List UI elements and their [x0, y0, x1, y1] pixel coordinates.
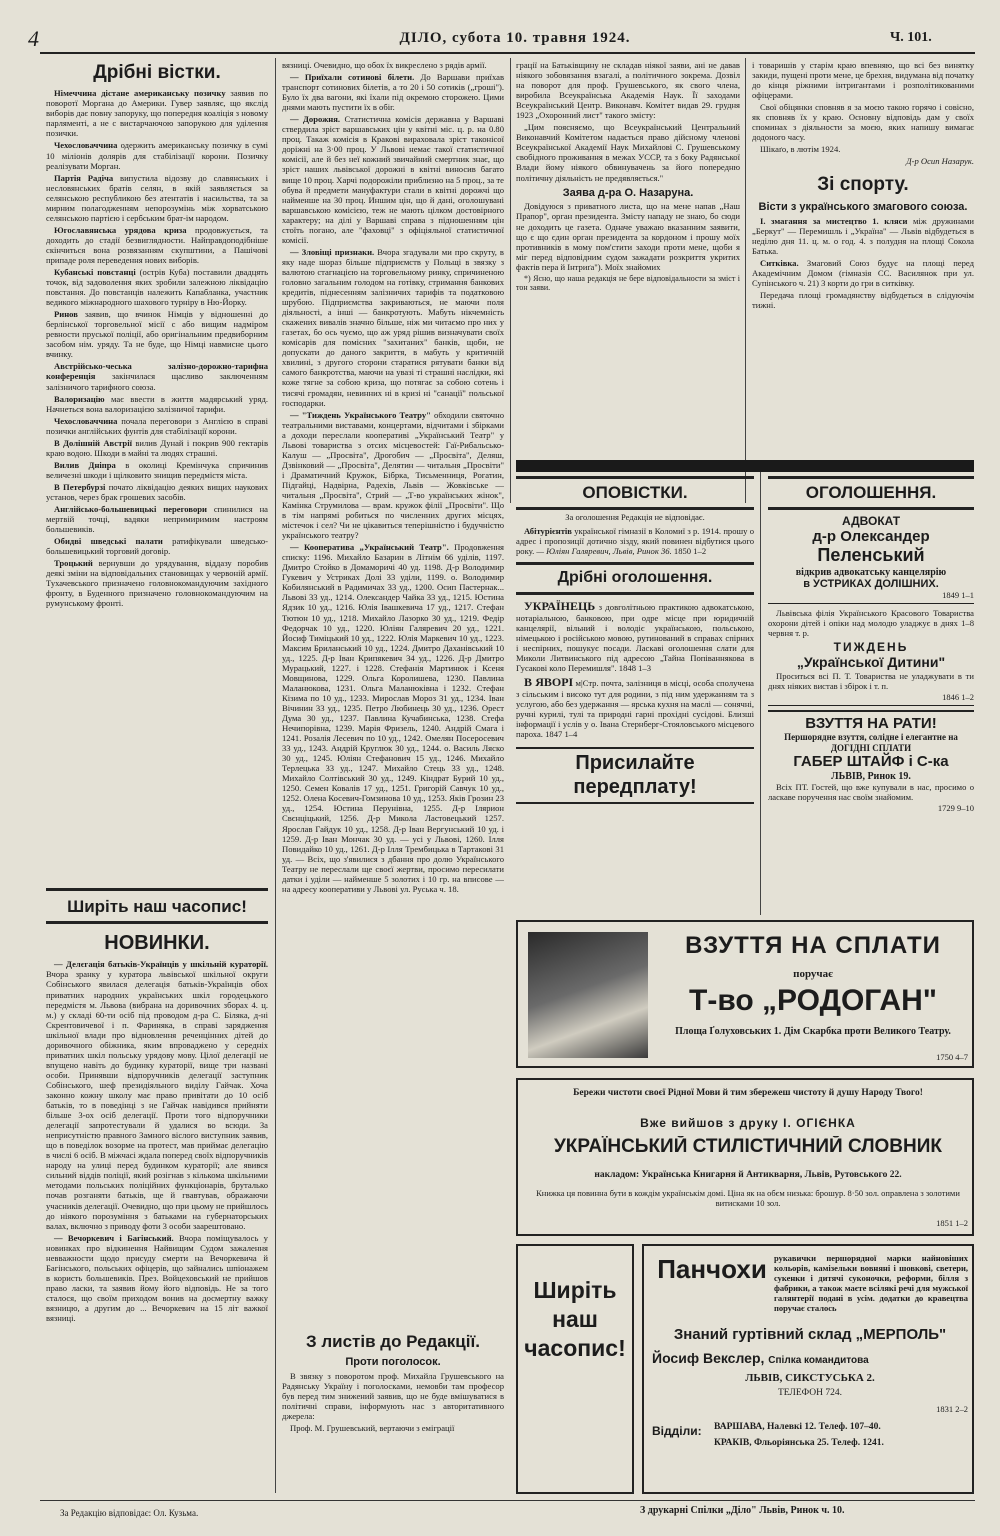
branch-krakow: КРАКІВ, Фльоріянська 25. Телеф. 1241.	[714, 1438, 884, 1448]
socks-firm: Знаний гуртівний склад „МЕРПОЛЬ"	[673, 1326, 947, 1343]
shoes-address: ЛЬВІВ, Ринок 19.	[831, 770, 911, 782]
news-item: Кубанські повстанці (острів Куба) поставили двадцять точок, від задоволення яких зробили залежною ліквідацію повстання. До повстанців належить Капабланка, участник ведикого міжнародного шахового турніру в Ню-Йорку.	[46, 267, 268, 308]
sport-item: І. змагання за мистецтво 1. кляси між дружинами „Беркут" — Перемишль і „Україна" — Львів відбудеться в неділю дня 11. ц. м. о год. 4. з полудня на площі Сокола Батька.	[752, 215, 974, 256]
spread-slogan: Ширіть наш часопис!	[524, 1277, 626, 1361]
shoes-firm: ГАБЕР ШТАЙФ і С-ка	[793, 753, 949, 771]
section-title-news: НОВИНКИ.	[104, 932, 210, 954]
news-item: Чехословаччина одержить американську позичку в сумі 10 міліонів долярів для стабілізації корони. Позичку реалізувати Морган.	[46, 140, 268, 171]
news-item: Німеччина дістане американську позичку заявив по поворотї Моргана до Америки. Гувер заявляє, що якслід виборів дає повну запоруку, що попередня коаліція з новому парляменті, а не с вистарчаючою запорукою для уділення позички.	[46, 88, 268, 139]
rodogan-sub: поручає	[793, 968, 833, 980]
announcements-disclaimer: За оголошення Редакція не відповідає.	[565, 511, 705, 522]
column-three	[516, 60, 740, 455]
page-number: 4	[28, 26, 39, 51]
socks-address: ЛЬВІВ, СИКСТУСЬКА 2.	[745, 1372, 875, 1384]
ad-code: 1831 2–2	[936, 1404, 968, 1414]
branches-label: Відділи:	[652, 1424, 702, 1438]
slogan-box	[46, 888, 268, 924]
merpol-ad	[642, 1244, 974, 1494]
nazaruk-title: Заява д-ра О. Назаруна.	[562, 186, 694, 199]
printer-credit: З друкарні Спілки „Діло" Львів, Ринок ч. 10.	[640, 1505, 845, 1516]
header-rule	[40, 52, 975, 54]
news-item: В Петербурзі почато ліквідацію деяких вищих наукових установ, через брак грошевих засобів.	[46, 481, 268, 502]
announcement: Абітурієнтів української гімназії в Коломиї з р. 1914. прошу о адрес і пропозиції дотично зізду, який повинен відбутися цього року. — Юліян Галяревич, Львів, Ринок 36. 1850 1–2	[516, 525, 754, 556]
dictionary-heading: Вже вийшов з друку І. ОГІЄНКА	[640, 1116, 856, 1130]
news-item: — Дорожня. Статистична комісія державна у Варшаві ствердила зріст варшавських цін у квітні міс. ц. р. на 0.80 проц. Такаж комісія в Кракові вираховала зріст таконісої доріжні на 3·00 проц. У Львові немає такої статистичної комісії, але й без неї кожний звичайний смертник знає, що зріст наших львівської дорожні в квітні виносив багато вище 10 проц. Харчі подорожіли приблизно на 5 проц., за те обува й предмети мануфактури стали в квітні дорожчі що найменше на 30 проц. Иншим цін, що й дані, оголошувані варшавською комісією, теж не мають цілком достовірного характеру; на ділі у Варшаві справа з підношенням цін стоїть погано, але "фаховці" з офіціяльної статистичної комісії.	[282, 114, 504, 245]
slogan-spread-paper: Ширіть наш часопис!	[67, 897, 247, 916]
sport-item: Передача площі громадянству відбудеться в слідуючім тижні.	[752, 289, 974, 310]
small-ad: В ЯВОРІ м|Стр. почта, залізниця в місці, особа сполучена з сільським і високо тут для родини, з під ним удержанням та з услугою, або без удержання — ярська кухня на маслі — сонячні, ручні курилі, тулі та природні гарні прохідні сусідові. Близші інформації і услів у о. Івана Стернберг-Стояловського місцевого пароха. 1847 1–4	[516, 674, 754, 740]
branch-warsaw: ВАРШАВА, Налевкі 12. Телеф. 107–40.	[714, 1422, 881, 1432]
letters-title: З листів до Редакції.	[305, 1332, 480, 1351]
editor-credit: За Редакцію відповідає: Ол. Кузьма.	[60, 1508, 199, 1518]
news-item: — "Тиждень Українського Театру" обходили святочно театральними виставами, концертами, відчитами і збірками а доходи переслали кооперативі „Український Театр" у Львові товариства з отсих місцевостей: Гаї-Рибальсько-Калуш — „Просвіта", Дрогобич — „Просвіта", Деляш, Дзвінковий — „Просвіта", Делятин — читальня „Просвіти" і Драматичний Кружок, Бібрка, Тисьменниця, Рогатин, Підгайці, Надвірна, Радехів, Львів — Жовківське — читальня „Просвіта", Стрий — „Т-во українських жінок", Камінка Струмилова — врам. кружок філії „Просвіти". Що в тім напрямі робиться по численних других місцях, містечок і сел? Чи не цікавиться теперішністю і будучністю українського театру?	[282, 409, 504, 541]
news-item: — Приїхали сотинові білети. До Варшави приїхав транспорт сотинових білетів, а то 20 і 50 сотиків („гроші"). Було їх два вагони, які їхали під окремою сторожею. Цими днями мають пустити їх в обіг.	[282, 72, 504, 113]
news-item: Югославянська урядова криза продовжується, та доходить до стадії безвиглядности. Найправдоподібніше скінчиться вона розвязанням скупштини, а Пашічові припаде роля переведення нових виборів.	[46, 224, 268, 265]
week-text: Проситься всі П. Т. Товариства не уладжувати в ти днях ніяких вистав і збірок і т. п.	[768, 670, 974, 691]
news-item: — Зловіщі признаки. Вчора згадували ми про скруту, в яку наде шораз більше підприємств у Польщі в звязку з валютою стагнацією на торговельному ринку, спричиненою головно загальним голодом на готівку, стримання банкових кредитів, піднесенням залізничих тарифів та податковою шрубою. Підприємства закриваються, не маючи поля діяльності, а інші — банкротують. Мабуть нікчемність скажених вивалів значно більше, ніж ми читаємо про них у газетах, бо ось чуємо, що аж уряд рішив визначувати своїх комісарів для помісних "захитаних" банків, щоби, не допускати до даного закриття, в мабуть у критичній хвилині, з другого сторони старатися рятувати банки від самого банкротства, маючи на увазі ті страшні наслідки, які коже тягне за собою криза, що потягає за собою сотень і тисячі громадян, невинних ні в кризі ні "санації" польської господарки.	[282, 246, 504, 408]
socks-text: рукавички першорядної марки найновіших кольорів, камізельки вовняні і шовкові, светери, сукенки і дитячі суконочки, реформи, білля з фабрики, а також маєте всілякі речі для мужської галянтерії подані в усім. додатки до кравецтва поручає сталось	[774, 1254, 968, 1313]
letters-text: В звязку з поворотом проф. Михайла Грушевського на Радянську Україну і поголосками, немовби там професор був перед тим знижений заявив, що не буде вмішуватися в політичні справи, інформують нас з авторитативного джерела:	[282, 1370, 504, 1421]
letters-text: Проф. М. Грушевський, вертаючи з еміграції	[290, 1422, 455, 1433]
lawyer-opened: відкрив адвокатську канцелярію	[795, 566, 947, 578]
dictionary-tagline: Бережи чистоти своєї Рідної Мови й тим збережеш чистоту й душу Народу Твого!	[573, 1088, 923, 1098]
column-small-news	[46, 60, 268, 890]
letters-to-editor	[282, 1330, 504, 1495]
column-four	[752, 60, 974, 455]
quote-text: „Цим поясняємо, що Всеукраїнський Центральний Виконавчий Комітетом надається право дійсному членові Всеукраїнської Академії Наук Михайлові С. Грушевському свобідного проживання в межах УССР, та з боку Радянської Влади йому ніякого обвинувачень за його попередню політичну діяльність не предявляється."	[516, 122, 740, 183]
socks-title: Панчохи	[657, 1254, 767, 1284]
rodogan-firm: Т-во „РОДОГАН"	[689, 984, 937, 1017]
small-ads-title: Дрібні оголошення.	[516, 562, 754, 595]
ad-code: 1729 9–10	[937, 803, 974, 814]
dictionary-title: УКРАЇНСЬКИЙ СТИЛІСТИЧНИЙ СЛОВНИК	[553, 1136, 942, 1157]
news-item: — Делєгація батьків-Українців у шкільній кураторії. Вчора зранку у куратора львівської шкільної округи Собінського явилася делегація батьків-Українців обох приватних народних українських шкіл городецького передмістя м. Львова (вибрана на доривочних зборах 4. ц. м.) у складі 60-ти осіб під проводом д-ра С. Біляка, д-ні Скрентовичевої і п. Фариняка, в справі зарядження шкільної влади про відновлення реченцінних дітей до доривочного обіжника, яким впроваджено у середніх приватних шкіл польську урядову мову. Цілої делегації не впущено навіть до будинку кураторії, вище три названі особи. Принявши відпоручників делегації заступник Собінського, шеф президіяльного виділу Гайчак. Хоча законно кожну школу має право привітати до 10 осіб батьків, то в поведінці з не Гайчак навідився прийняти більше 3-ох осіб делегації. Проти того відпоручники делегації запротестували й удалися во всюди. За неприсутністю правного Замного віслого виступник заявив, що в поведілок возорме на протест, мав приймає делегацію в числі 6 осіб. В міжчасі ждала поперед своїх відпоручників народу на улиці перед будинком кураторії; але явився сильний віддів поліції, який розігнав з кількома шкільними методами польських поліційних функціонарів, бруталько почав розганяти батьків, ще й гвавтував, ображаючи учасників делегації. Очевидно, що при цьому не прийшлось до ніякого порозуміння з батьками на губернаторських валах, включно з приводу фоти 3 особи заарештовано.	[46, 959, 268, 1231]
section-title-small-news: Дрібні вістки.	[93, 62, 221, 83]
news-item: В Долішній Австрії вилив Дунай і покрив 900 гектарів краю водою. Шкоди в майні та людях страшні.	[46, 437, 268, 458]
news-item: Ринов заявив, що вчинок Німців у відношенні до берлінської торговельної місії с або вищим надміром ревности пруської поліції, або оригінальним предвиборним засобом нім. уряду. Та не буде, що Німці навмисне цього вчинку.	[46, 309, 268, 360]
lawyer-name: д-р Олександер Пеленський	[812, 527, 930, 566]
sport-subtitle: Вісти з українського змагового союза.	[758, 200, 968, 213]
divider-bar	[516, 460, 974, 472]
sport-item: Ситківка. Змаговий Союз будує на площі перед Академічним Домом (гімназія СС. Василянок при ул. Супінського ч. 21) 3 корти до гри в ситківку.	[752, 257, 974, 288]
news-item: Австрійсько-чеська залізно-дорожно-тарифна конференція закінчилася щасливо заключенням залізничого тарифного союза.	[46, 361, 268, 392]
column-rule	[760, 465, 761, 915]
place-date: Шікаґо, в лютім 1924.	[760, 144, 841, 155]
sport-title: Зі спорту.	[817, 174, 909, 196]
small-ad: УКРАЇНЕЦЬ з довголітньою практикою адвокатською, нотаріальною, банковою, при одре місце при юридичній канцелярії, вільний і володіє українською, польською, німецькою і російською мовою, рутинований в справах спірних і неспірних, пошукує посади. Ласкаві оголошення слати для Миколи Литвинського під адресою „Тайна Попіваннякова в Гусакові коло Перемишля". 1848 1–3	[516, 598, 754, 673]
subscribe-slogan: Присилайте передплату!	[516, 747, 754, 804]
column-two	[282, 60, 504, 1270]
dictionary-publisher: накладом: Українська Книгарня й Антикварня, Львів, Рутовського 22.	[594, 1170, 902, 1180]
ad-code: 1846 1–2	[768, 693, 974, 706]
rodogan-title: ВЗУТТЯ НА СПЛАТИ	[685, 932, 941, 959]
column-news	[46, 930, 268, 1495]
socks-owner-line: Йосиф Векслер, Спілка командитова	[652, 1350, 869, 1366]
nazaruk-text: Довідуюся з приватного листа, що на мене напав „Наш Прапор", орган президента. Змісту нападу не знаю, бо сюди не доходить це газета. Одначе уважаю вказанним заявити, що є що єдин орган президента за кордоном і прошу моїх противників в мому пом'стити заходи проти мене, щоби я міг перед відповідним судом зажадати розкриття укритих фактів пера й Інтриґа"). Моїх знайомих	[516, 201, 740, 272]
week-name: „Української Дитини"	[796, 654, 946, 671]
rodogan-address: Площа Ґолуховських 1. Дім Скарбка проти Великого Театру.	[675, 1026, 951, 1037]
footnote: *) Ясно, що наша редакція не бере відповідальности за зміст і тон заяви.	[516, 273, 740, 293]
lawyer-place: в УСТРИКАХ ДОЛІШНИХ.	[803, 578, 939, 591]
dictionary-ad	[516, 1078, 974, 1236]
continued-text: і товаришів у старім краю впевняю, що всі без винятку закиди, пущені проти мене, це брехня, видумана від початку до кінця ріжними інтригантами і розполітикованими офіцерами.	[752, 60, 974, 101]
signature: Д-р Осип Назарук.	[906, 156, 974, 167]
letters-subtitle: Проти поголосок.	[345, 1355, 441, 1368]
shoes-text: Першорядне взуття, солідне і елегантне на ДОГІДНІ СПЛАТИ	[784, 732, 958, 753]
ad-code: 1849 1–1	[768, 591, 974, 604]
ads-title: ОГОЛОШЕННЯ.	[768, 476, 974, 510]
advertisements	[768, 476, 974, 916]
column-rule	[745, 58, 746, 503]
socks-phone: ТЕЛЕФОН 724.	[777, 1388, 843, 1398]
news-item: Партія Радіча випустила відозву до славянських і несловянських братів селян, в якій заявляється за селянською республикою без атентатів і насильства, та за мирним полагодженням непорозумінь між хорватською селянською партією і сербським брат-ім народом.	[46, 172, 268, 223]
news-item: Чехословаччина почала переговори з Англією в справі позички англійських фунтів для стабілізації корони.	[46, 415, 268, 436]
announcements-title: ОПОВІСТКИ.	[516, 476, 754, 510]
spread-slogan-box	[516, 1244, 634, 1494]
continued-text: грації на Батьківщину не складав ніякої заяви, ані не давав ніякого зобовязання взагалі, а політичного зокрема. Дозвіл на поворот для проф. Грушевського, як свого члена, виробила Всеукраїнська Академія Наук. Її заходами Всеукраїнський Центр. Виконавч. Комітет видав 29. грудня 1923 „Охоронний лист" такого змісту:	[516, 60, 740, 121]
announcements	[516, 476, 754, 916]
ad-code: 1851 1–2	[936, 1218, 968, 1228]
news-item: Англійсько-большевицькі переговори спинилися на мертвій точці, вадяки непримиримим настроям большевиків.	[46, 504, 268, 535]
column-rule	[275, 58, 276, 1493]
continued-text: вязниці. Очевидно, що обох їх викреслено з рядів армії.	[282, 60, 487, 70]
week-title: ТИЖДЕНЬ	[833, 640, 909, 655]
lawyer-role: АДВОКАТ	[841, 513, 901, 528]
masthead-title: ДІЛО, субота 10. травня 1924.	[399, 30, 631, 46]
news-item: Вилив Дніпра в околиці Кремінчука спричинив величезні шкоди і щілковито знищив передмістя міста.	[46, 459, 268, 480]
issue-number: Ч. 101.	[890, 30, 932, 45]
footer-rule	[40, 1500, 975, 1501]
shoe-photo	[528, 932, 648, 1058]
news-item: — Кооператива „Український Театр". Продовження списку: 1196. Михайло Базарин в Літнім 66 уділів, 1197. Дмитро Стойко в Домаморичі 40 уд. 1198. Д-р Володимир Гукевич у Устриках Долі 33 уділи, 1199. о. Володимир Кобилянський в Радимичах 33 уд., 1200. Осип Пастернак... Львові 33 уд., 1214. Олександер Чайка 33 уд., 1215. Юстина Ядзик 10 уд., 1216. Юлія Івашкевича 17 уд., 1217. Стефан Тютюн 10 уд., 1218. Михайло Лазорко 30 уд., 1219. Федір Федорчак 10 уд., 1220. Юліян Галяревич 20 уд., 1221. Йосиф Тиміцький 10 уд., 1222. Юлія Маркевич 10 уд., 1223. Максим Бриланський 10 уд., 1224. Дмитро Даханівський 10 уд., 1225. Д-р Іван Крипякевич 34 уд., 1226. Д-р Дмитро Мурацький, 1227. і 1228. Стефанія Мартинюк і Ксеня Мовщинова, 1229. Ольга Королишева, 1230. Павлина Маланюкова, 1231. Ольга Маланюківна і 1232. Стефан Кізима по 10 уд., 1233. Мирослав Мороз 31 уд., 1234. Іван Вічинин 33 уд., 1235. Петро Любинець 30 уд., 1236. Орест Дума 30 уд., 1237. Павлина Кучабинська, 1238. Стефа Нечипорівна, 1239. Марія Фризель, 1240. Андрій Смага і 1241. Розалія Лесевич по 10 уд., 1242. Омелян Посеросевич 33 уд., 1243. Андрій Круглюк 30 уд., 1244. о. Василь Ляско 30 уд., 1245. Юліян Стефанович 15 уд., 1246. Михайло Терлецька 33 уд., 1247. Михайло Стець 33 уд., 1248. Михайло Солтівський 30 уд., 1249. Кіндрат Бурий 10 уд., 1250. Семен Ковалів 17 уд., 1251. Григорій Савчук 10 уд., 1252. Олена Косевич-Гомзинова 10 уд., 1253. Яків Грозин 23 уд., 1254. Юстина Перунівна, 1255. Д-р Ілярион Свєнціцький, 1256. Д-р Микола Ластовецький 1257. Ярослав Гайдук 10 уд., 1258. Д-р Іван Вергунський 10 уд. і 1259. Д-р Іван Мончак 30 уд. — усі у Львові, 1260. Ілля Повидайко 10 уд., 1261. Д-р Ілля Трембицька в Тартакові 31 уд. — Всіх, що з'явилися з дбання про долю Українського Театру не переслали ще своєї жертви, просимо пересилати датки і уділи — найменше 5 золотих і 10 гр. на вписове — на адресу кооперативи у Львові ул. Руська ч. 18.	[282, 542, 504, 894]
ad-code: 1750 4–7	[936, 1052, 968, 1062]
rodogan-ad	[516, 920, 974, 1068]
shoes-title: ВЗУТТЯ НА РАТИ!	[768, 710, 974, 733]
shoes-note: Всіх ПТ. Гостей, що вже купували в нас, просимо о ласкаве поручення нас своїм знайомим.	[768, 782, 974, 803]
text: Свої обіцянки сповняв я за моєю такою горячо і совісно, як сповняв їх у краю. Основну відповідь дам у своїх споминах з діяльности за моєю, яких напишу вимагає додоного часу.	[752, 102, 974, 143]
news-item: Валоризацію має ввести в життя мадярський уряд. Начнеться вона валоризацією залізничої тарифи.	[46, 393, 268, 414]
dictionary-note: Книжка ця повинна бути в кождім українськім домі. Ціна як на обєм низька: брошур. 8·50 зол. оправлена з золотими витисками 10 зол.	[536, 1188, 960, 1208]
column-rule	[510, 58, 511, 503]
week-intro: Львівська філія Українського Красового Товариства охорони дітей і опіки над молодю уладжує в днях 1–8 червня т. р.	[768, 607, 974, 639]
news-item: Троцький вернувши до урядування, віддазу поробив деякі зміни на відповідальних становищах у червоній армії. Тухачевського призначено головнокомандуючим західного фронту, в Буденного призначено головнокомандуючим на румунському фронті.	[46, 558, 268, 609]
news-item: — Вечоркевич і Багінський. Вчора поміщувалось у новинках про відкинення Найвищим Судом зажалення невважности щодо присуду смерти на Вечоркевича й Багінського, польських офіцерів, що зайнались шпіонажем в користь большевиків. През. Войцеховський не прийшов право ласки, та заявив йому його відповідь. Не за того сталося, що своїм приходом вонив на досмертну важку вязницю, а другим до ... Вечоркевич на 15 літ важкої вязниці.	[46, 1232, 268, 1324]
news-item: Обидві шведські палати ратифікували шведсько-большевицький торговий договір.	[46, 536, 268, 557]
